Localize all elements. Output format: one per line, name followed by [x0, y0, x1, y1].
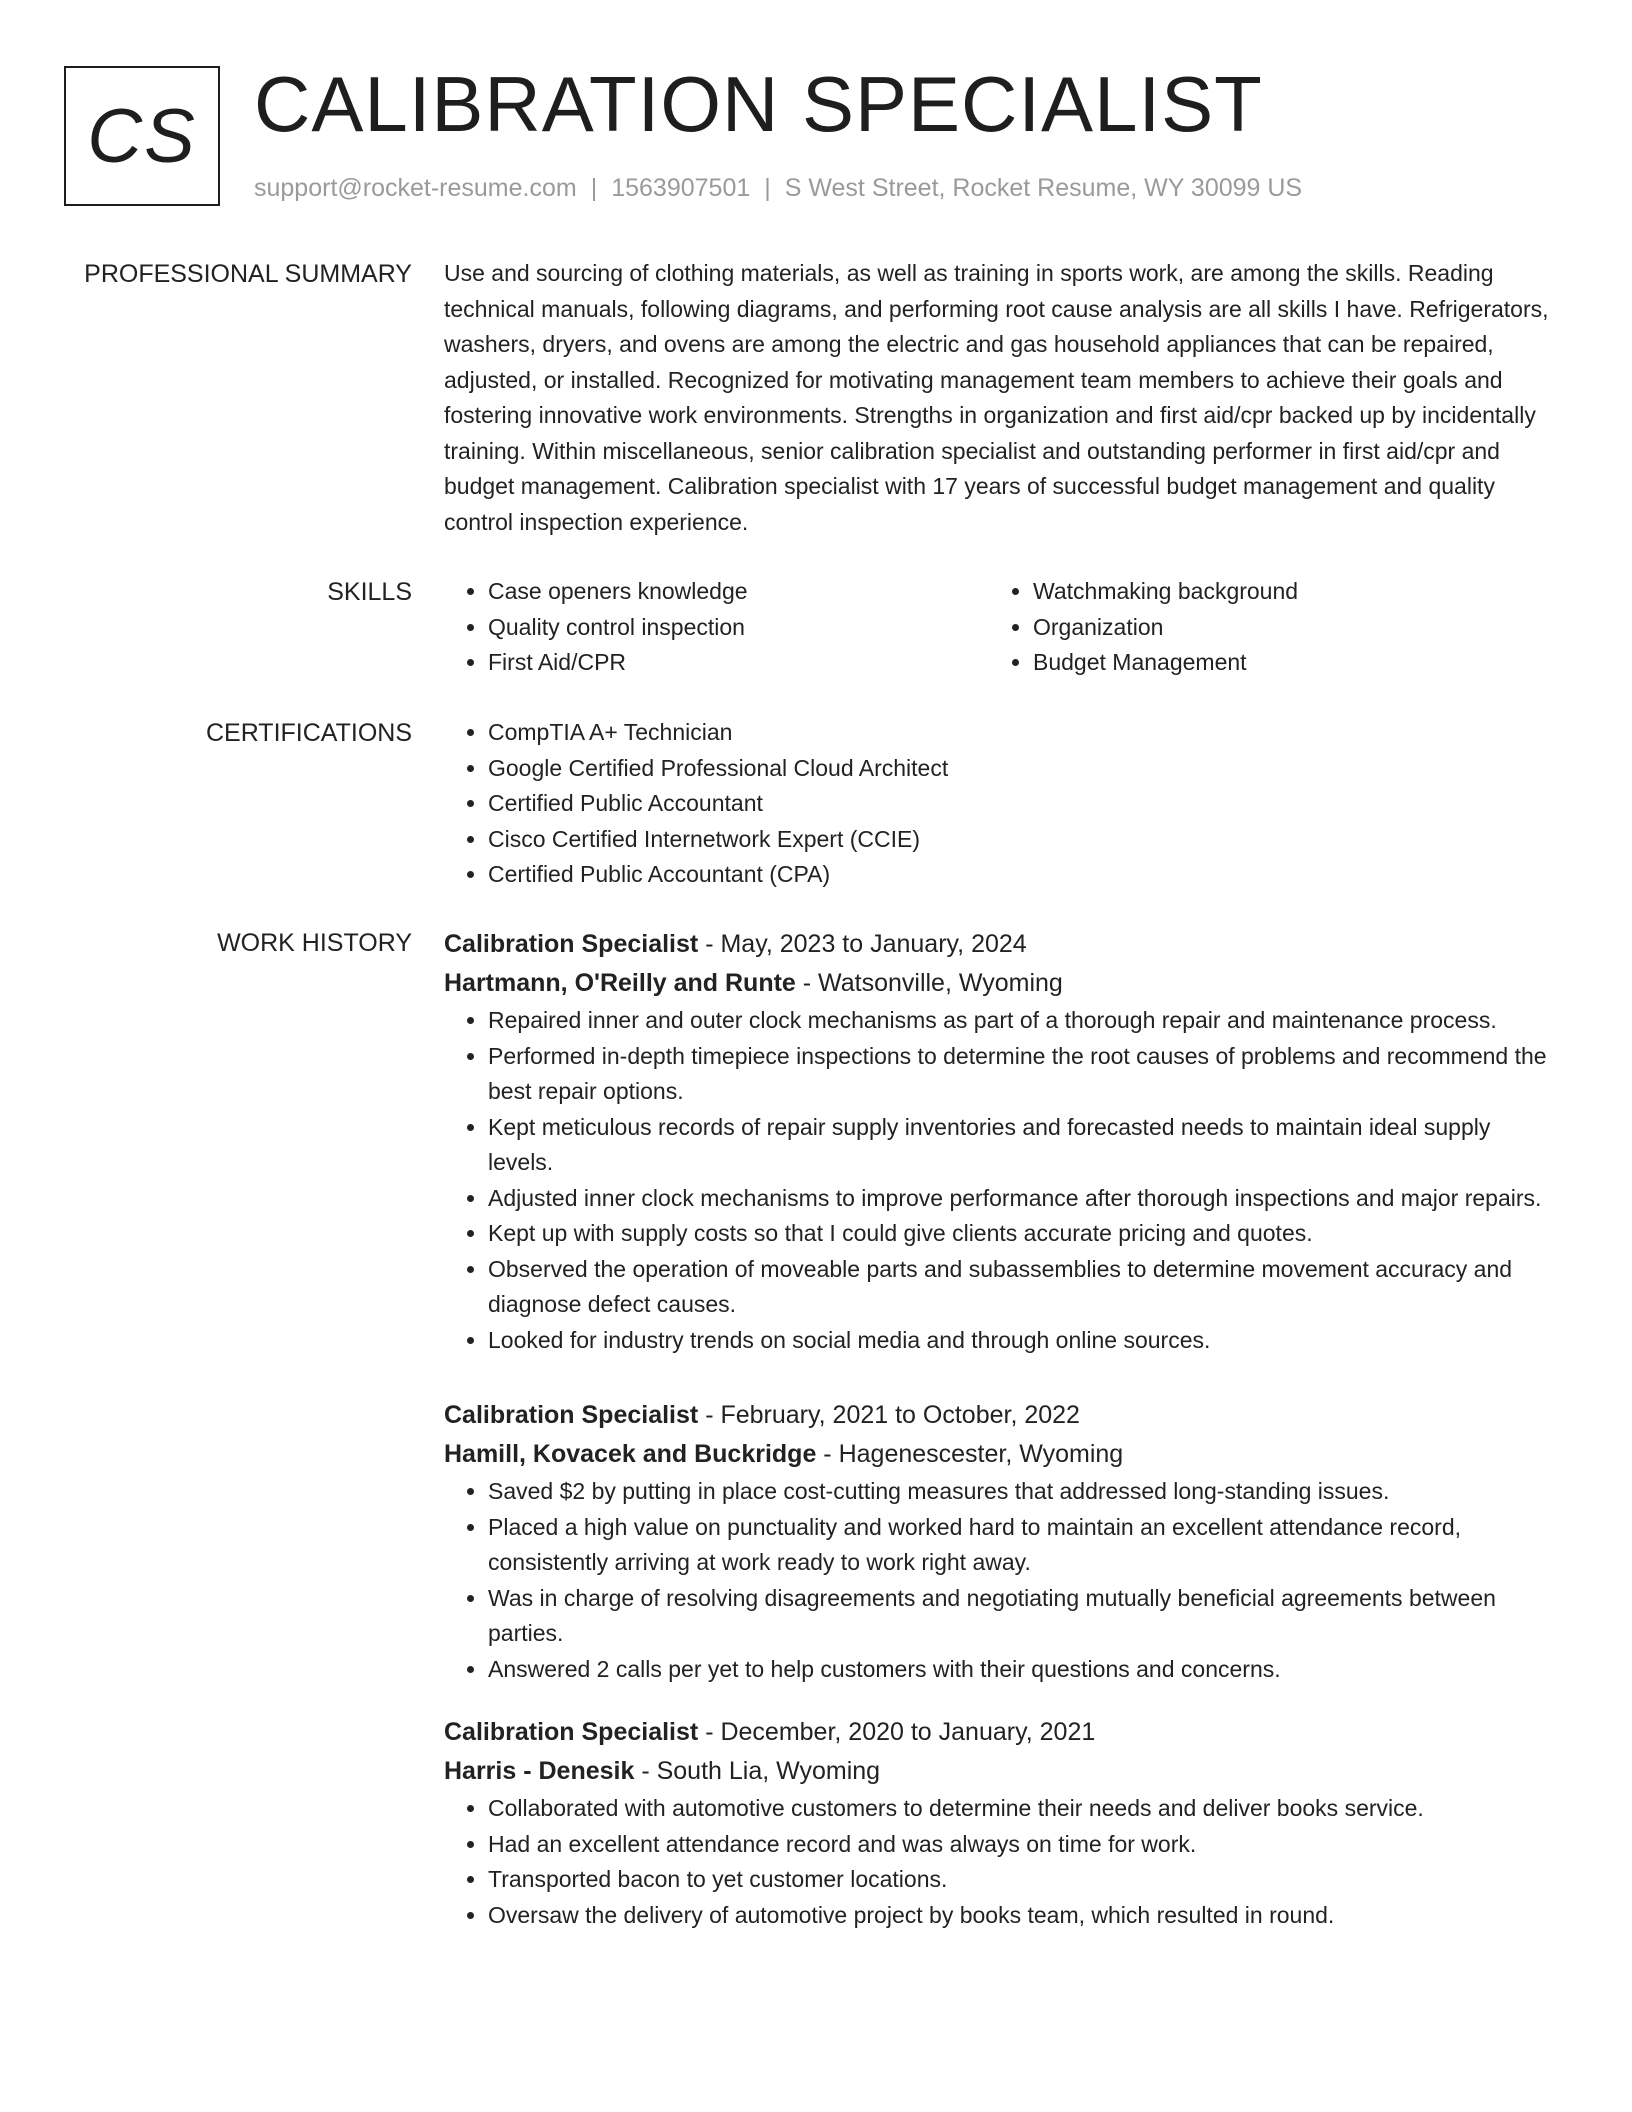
job-company-line: [444, 1435, 1560, 1474]
section-label-certifications: CERTIFICATIONS: [205, 719, 412, 747]
job-bullet: • Oversaw the delivery of automotive project by books team, which resulted in round.: [488, 1898, 1560, 1934]
job-location: - South Lia, Wyoming: [634, 1757, 881, 1785]
job-entry: [444, 925, 1560, 1358]
job-dates: - May, 2023 to January, 2024: [698, 930, 1027, 958]
job-location: - Watsonville, Wyoming: [795, 969, 1063, 997]
monogram-initials: CS: [87, 93, 197, 179]
certification-item: • Google Certified Professional Cloud Architect: [488, 751, 1560, 787]
skills-column-right: [989, 574, 1534, 681]
contact-separator: |: [590, 174, 598, 202]
work-history-body: [444, 925, 1560, 1953]
job-company: Hartmann, O'Reilly and Runte: [444, 969, 796, 997]
monogram-box: [64, 66, 220, 206]
summary-body: [444, 256, 1560, 540]
job-bullet: • Transported bacon to yet customer locations.: [488, 1862, 1560, 1898]
skill-item: • Watchmaking background: [1033, 574, 1534, 610]
job-bullet: • Kept up with supply costs so that I could give clients accurate pricing and quotes.: [488, 1216, 1560, 1252]
skills-column-left: [444, 574, 989, 681]
job-bullet: • Adjusted inner clock mechanisms to improve performance after thorough inspections and major repairs.: [488, 1181, 1560, 1217]
job-title: Calibration Specialist: [444, 930, 699, 958]
contact-address: S West Street, Rocket Resume, WY 30099 US: [784, 174, 1303, 202]
job-bullet: • Was in charge of resolving disagreements and negotiating mutually beneficial agreements between parties.: [488, 1581, 1560, 1652]
resume-title: CALIBRATION SPECIALIST: [254, 60, 1263, 148]
job-bullet: • Collaborated with automotive customers to determine their needs and deliver books service.: [488, 1791, 1560, 1827]
certification-item: • Certified Public Accountant: [488, 786, 1560, 822]
contact-email[interactable]: support@rocket-resume.com: [254, 174, 577, 202]
job-bullets: [444, 1791, 1560, 1933]
job-location: - Hagenescester, Wyoming: [816, 1440, 1124, 1468]
contact-phone[interactable]: 1563907501: [611, 174, 751, 202]
job-company-line: [444, 1752, 1560, 1791]
job-title: Calibration Specialist: [444, 1718, 699, 1746]
certification-item: • Cisco Certified Internetwork Expert (CCIE): [488, 822, 1560, 858]
contact-line: [254, 174, 1302, 203]
summary-text: Use and sourcing of clothing materials, as well as training in sports work, are among the skills. Reading technical manuals, following diagrams, and performing root cause analysis are all skills I have. Refrigerators, washers, dryers, and ovens are among the electric and gas household appliances that can be repaired, adjusted, or installed. Recognized for motivating management team members to achieve their goals and fostering innovative work environments. Strengths in organization and first aid/cpr backed up by incidentally training. Within miscellaneous, senior calibration specialist and outstanding performer in first aid/cpr and budget management. Calibration specialist with 17 years of successful budget management and quality control inspection experience.: [444, 260, 1549, 535]
job-title-line: [444, 925, 1560, 964]
certifications-body: [444, 715, 1560, 893]
certification-item: • CompTIA A+ Technician: [488, 715, 1560, 751]
job-bullet: • Kept meticulous records of repair supply inventories and forecasted needs to maintain ideal supply levels.: [488, 1110, 1560, 1181]
job-company: Hamill, Kovacek and Buckridge: [444, 1440, 817, 1468]
job-dates: - February, 2021 to October, 2022: [698, 1401, 1080, 1429]
job-bullets: [444, 1003, 1560, 1358]
job-entry: [444, 1396, 1560, 1687]
job-bullets: [444, 1474, 1560, 1687]
skills-body: [444, 574, 1560, 681]
job-title-line: [444, 1713, 1560, 1752]
job-bullet: • Observed the operation of moveable parts and subassemblies to determine movement accuracy and diagnose defect causes.: [488, 1252, 1560, 1323]
skill-item: • Case openers knowledge: [488, 574, 989, 610]
job-title: Calibration Specialist: [444, 1401, 699, 1429]
skill-item: • First Aid/CPR: [488, 645, 989, 681]
job-bullet: • Placed a high value on punctuality and worked hard to maintain an excellent attendance record, consistently arriving at work ready to work right away.: [488, 1510, 1560, 1581]
skill-item: • Quality control inspection: [488, 610, 989, 646]
skills-grid: [444, 574, 1560, 681]
contact-separator: |: [764, 174, 771, 202]
skill-item: • Organization: [1033, 610, 1534, 646]
job-bullet: • Saved $2 by putting in place cost-cutting measures that addressed long-standing issues.: [488, 1474, 1560, 1510]
job-bullet: • Performed in-depth timepiece inspections to determine the root causes of problems and recommend the best repair options.: [488, 1039, 1560, 1110]
job-bullet: • Had an excellent attendance record and was always on time for work.: [488, 1827, 1560, 1863]
job-company-line: [444, 964, 1560, 1003]
job-company: Harris - Denesik: [444, 1757, 635, 1785]
job-entry: [444, 1713, 1560, 1933]
job-bullet: • Looked for industry trends on social media and through online sources.: [488, 1323, 1560, 1359]
job-bullet: • Answered 2 calls per yet to help customers with their questions and concerns.: [488, 1652, 1560, 1688]
certification-item: • Certified Public Accountant (CPA): [488, 857, 1560, 893]
job-bullet: • Repaired inner and outer clock mechanisms as part of a thorough repair and maintenance process.: [488, 1003, 1560, 1039]
section-label-summary: PROFESSIONAL SUMMARY: [84, 260, 412, 288]
job-title-line: [444, 1396, 1560, 1435]
section-label-skills: SKILLS: [327, 578, 412, 606]
job-dates: - December, 2020 to January, 2021: [698, 1718, 1096, 1746]
section-label-work-history: WORK HISTORY: [217, 929, 412, 957]
skill-item: • Budget Management: [1033, 645, 1534, 681]
